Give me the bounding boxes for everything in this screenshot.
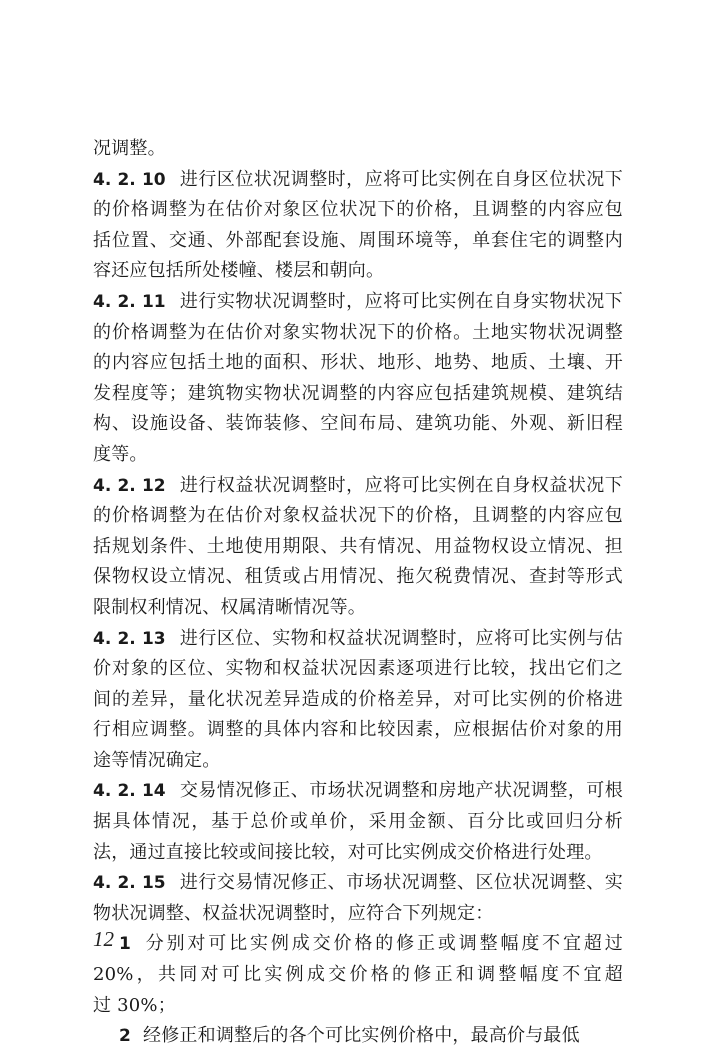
text-line [93, 1021, 623, 1052]
text-line [93, 134, 623, 165]
line-text: 途等情况确定。 [93, 749, 221, 771]
list-item-number: 1 [119, 934, 132, 955]
line-text: 进行交易情况修正、市场状况调整、区位状况调整、实 [179, 872, 623, 894]
list-item-number: 2 [119, 1026, 132, 1047]
text-line [93, 654, 623, 685]
text-line [93, 624, 623, 655]
text-line [93, 838, 623, 869]
line-text: 括规划条件、土地使用期限、共有情况、用益物权设立情况、担 [93, 535, 623, 557]
text-line [93, 562, 623, 593]
text-line [93, 226, 623, 257]
line-text: 据具体情况，基于总价或单价，采用金额、百分比或回归分析 [93, 811, 623, 833]
line-text: 容还应包括所处楼幢、楼层和朝向。 [93, 260, 385, 282]
text-line [93, 685, 623, 716]
line-text: 保物权设立情况、租赁或占用情况、拖欠税费情况、查封等形式 [93, 566, 623, 588]
text-line [93, 929, 623, 960]
line-text: 进行权益状况调整时，应将可比实例在自身权益状况下 [179, 474, 623, 496]
clause-number: 4. 2. 13 [93, 628, 166, 649]
line-text: 物状况调整、权益状况调整时，应符合下列规定： [93, 902, 494, 924]
clause-number: 4. 2. 10 [93, 169, 166, 190]
line-text: 的内容应包括土地的面积、形状、地形、地势、地质、土壤、开 [93, 352, 623, 374]
text-line [93, 348, 623, 379]
line-text: 限制权利情况、权属清晰情况等。 [93, 596, 366, 618]
text-line [93, 868, 623, 899]
line-text: 况调整。 [93, 138, 166, 159]
line-text: 价对象的区位、实物和权益状况因素逐项进行比较，找出它们之 [93, 658, 623, 680]
line-text: 构、设施设备、装饰装修、空间布局、建筑功能、外观、新旧程 [93, 413, 623, 435]
line-text: 的价格调整为在估价对象区位状况下的价格，且调整的内容应包 [93, 199, 623, 221]
clause-number: 4. 2. 11 [93, 291, 166, 312]
text-line [93, 715, 623, 746]
text-line [93, 746, 623, 777]
line-text: 进行实物状况调整时，应将可比实例在自身实物状况下 [179, 290, 623, 312]
line-text: 法，通过直接比较或间接比较，对可比实例成交价格进行处理。 [93, 841, 603, 863]
text-line [93, 287, 623, 318]
clause-number: 4. 2. 12 [93, 475, 166, 496]
page-number: 12 [93, 927, 114, 951]
clause-number: 4. 2. 14 [93, 781, 166, 802]
line-text: 发程度等；建筑物实物状况调整的内容应包括建筑规模、建筑结 [93, 382, 623, 404]
line-text: 进行区位状况调整时，应将可比实例在自身区位状况下 [179, 168, 623, 190]
body-text [93, 134, 623, 1052]
text-line [93, 471, 623, 502]
line-text: 分别对可比实例成交价格的修正或调整幅度不宜超过 [143, 933, 623, 955]
line-text: 度等。 [93, 443, 148, 465]
text-line [93, 899, 623, 930]
line-text: 经修正和调整后的各个可比实例价格中，最高价与最低 [143, 1025, 580, 1047]
line-text: 20%，共同对可比实例成交价格的修正和调整幅度不宜超 [93, 964, 623, 986]
line-text: 的价格调整为在估价对象权益状况下的价格，且调整的内容应包 [93, 505, 623, 527]
text-line [93, 593, 623, 624]
clause-number: 4. 2. 15 [93, 873, 166, 894]
text-line [93, 318, 623, 349]
line-text: 行相应调整。调整的具体内容和比较因素，应根据估价对象的用 [93, 719, 623, 741]
line-text: 括位置、交通、外部配套设施、周围环境等，单套住宅的调整内 [93, 229, 623, 251]
text-line [93, 807, 623, 838]
text-line [93, 165, 623, 196]
text-line [93, 256, 623, 287]
text-line [93, 532, 623, 563]
text-line [93, 440, 623, 471]
text-line [93, 960, 623, 991]
text-line [93, 409, 623, 440]
line-text: 的价格调整为在估价对象实物状况下的价格。土地实物状况调整 [93, 321, 623, 343]
line-text: 过 30%； [93, 994, 176, 1016]
line-text: 交易情况修正、市场状况调整和房地产状况调整，可根 [179, 780, 623, 802]
text-line [93, 991, 623, 1022]
text-line [93, 195, 623, 226]
line-text: 间的差异，量化状况差异造成的价格差异，对可比实例的价格进 [93, 688, 623, 710]
line-text: 进行区位、实物和权益状况调整时，应将可比实例与估 [179, 627, 623, 649]
text-line [93, 379, 623, 410]
text-line [93, 501, 623, 532]
text-line [93, 776, 623, 807]
